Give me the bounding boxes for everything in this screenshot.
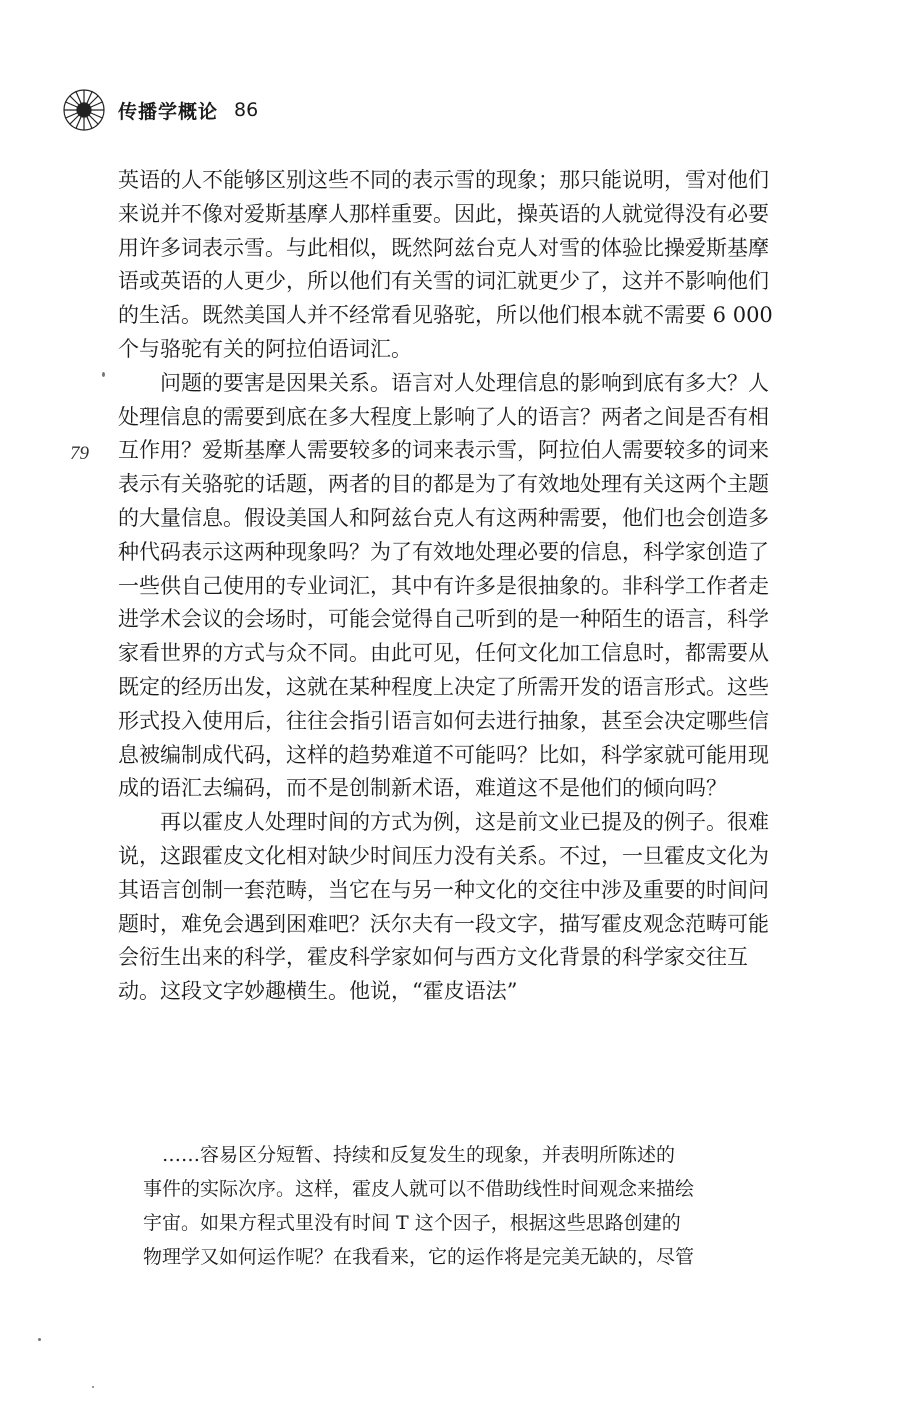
text-line: 的大量信息。假设美国人和阿兹台克人有这两种需要，他们也会创造多 <box>118 505 769 530</box>
text-line: 进学术会议的会场时，可能会觉得自己听到的是一种陌生的语言，科学 <box>118 607 769 632</box>
text-line: 的生活。既然美国人并不经常看见骆驼，所以他们根本就不需要 6 000 <box>118 303 773 328</box>
quote-line: 宇宙。如果方程式里没有时间 T 这个因子，根据这些思路创建的 <box>143 1212 681 1234</box>
text-line: 会衍生出来的科学，霍皮科学家如何与西方文化背景的科学家交往互 <box>118 945 748 970</box>
text-line: 再以霍皮人处理时间的方式为例，这是前文业已提及的例子。很难 <box>118 810 769 835</box>
text-line: 一些供自己使用的专业词汇，其中有许多是很抽象的。非科学工作者走 <box>118 573 769 598</box>
text-line: 息被编制成代码，这样的趋势难道不可能吗？比如，科学家就可能用现 <box>118 742 769 767</box>
scan-speck <box>92 1386 94 1388</box>
text-line: 英语的人不能够区别这些不同的表示雪的现象；那只能说明，雪对他们 <box>118 168 769 192</box>
quote-line: 事件的实际次序。这样，霍皮人就可以不借助线性时间观念来描绘 <box>143 1178 695 1200</box>
body-text <box>118 164 818 1009</box>
text-line: 种代码表示这两种现象吗？为了有效地处理必要的信息，科学家创造了 <box>118 539 769 564</box>
text-line: 成的语汇去编码，而不是创制新术语，难道这不是他们的倾向吗？ <box>118 776 727 801</box>
text-line: 问题的要害是因果关系。语言对人处理信息的影响到底有多大？人 <box>118 370 769 395</box>
text-line: 用许多词表示雪。与此相似，既然阿兹台克人对雪的体验比操爱斯基摩 <box>118 235 769 260</box>
scan-speck <box>38 1338 41 1341</box>
text-line: 家看世界的方式与众不同。由此可见，任何文化加工信息时，都需要从 <box>118 641 769 666</box>
book-title: 传播学概论 <box>118 100 219 123</box>
scan-speck <box>102 372 105 377</box>
quote-line: ……容易区分短暂、持续和反复发生的现象，并表明所陈述的 <box>143 1144 676 1166</box>
block-quote <box>143 1138 813 1274</box>
book-emblem-icon <box>62 88 106 132</box>
text-line: 说，这跟霍皮文化相对缺少时间压力没有关系。不过，一旦霍皮文化为 <box>118 843 769 868</box>
quote-line: 物理学又如何运作呢？在我看来，它的运作将是完美无缺的，尽管 <box>143 1246 695 1268</box>
page-number: 86 <box>234 99 259 121</box>
text-line: 其语言创制一套范畴，当它在与另一种文化的交往中涉及重要的时间问 <box>118 877 769 902</box>
text-line: 既定的经历出发，这就在某种程度上决定了所需开发的语言形式。这些 <box>118 674 769 699</box>
text-line: 表示有关骆驼的话题，两者的目的都是为了有效地处理有关这两个主题 <box>118 472 769 497</box>
text-line: 语或英语的人更少，所以他们有关雪的词汇就更少了，这并不影响他们 <box>118 269 769 294</box>
text-line: 处理信息的需要到底在多大程度上影响了人的语言？两者之间是否有相 <box>118 404 769 429</box>
text-line: 形式投入使用后，往往会指引语言如何去进行抽象，甚至会决定哪些信 <box>118 708 769 733</box>
text-line: 互作用？爱斯基摩人需要较多的词来表示雪，阿拉伯人需要较多的词来 <box>118 438 769 463</box>
text-line: 题时，难免会遇到困难吧？沃尔夫有一段文字，描写霍皮观念范畴可能 <box>118 911 769 936</box>
running-header <box>62 88 258 132</box>
text-line: 动。这段文字妙趣横生。他说，“霍皮语法” <box>118 979 518 1004</box>
margin-page-reference: 79 <box>70 443 89 464</box>
text-line: 个与骆驼有关的阿拉伯语词汇。 <box>118 336 412 361</box>
text-line: 来说并不像对爱斯基摩人那样重要。因此，操英语的人就觉得没有必要 <box>118 201 769 226</box>
